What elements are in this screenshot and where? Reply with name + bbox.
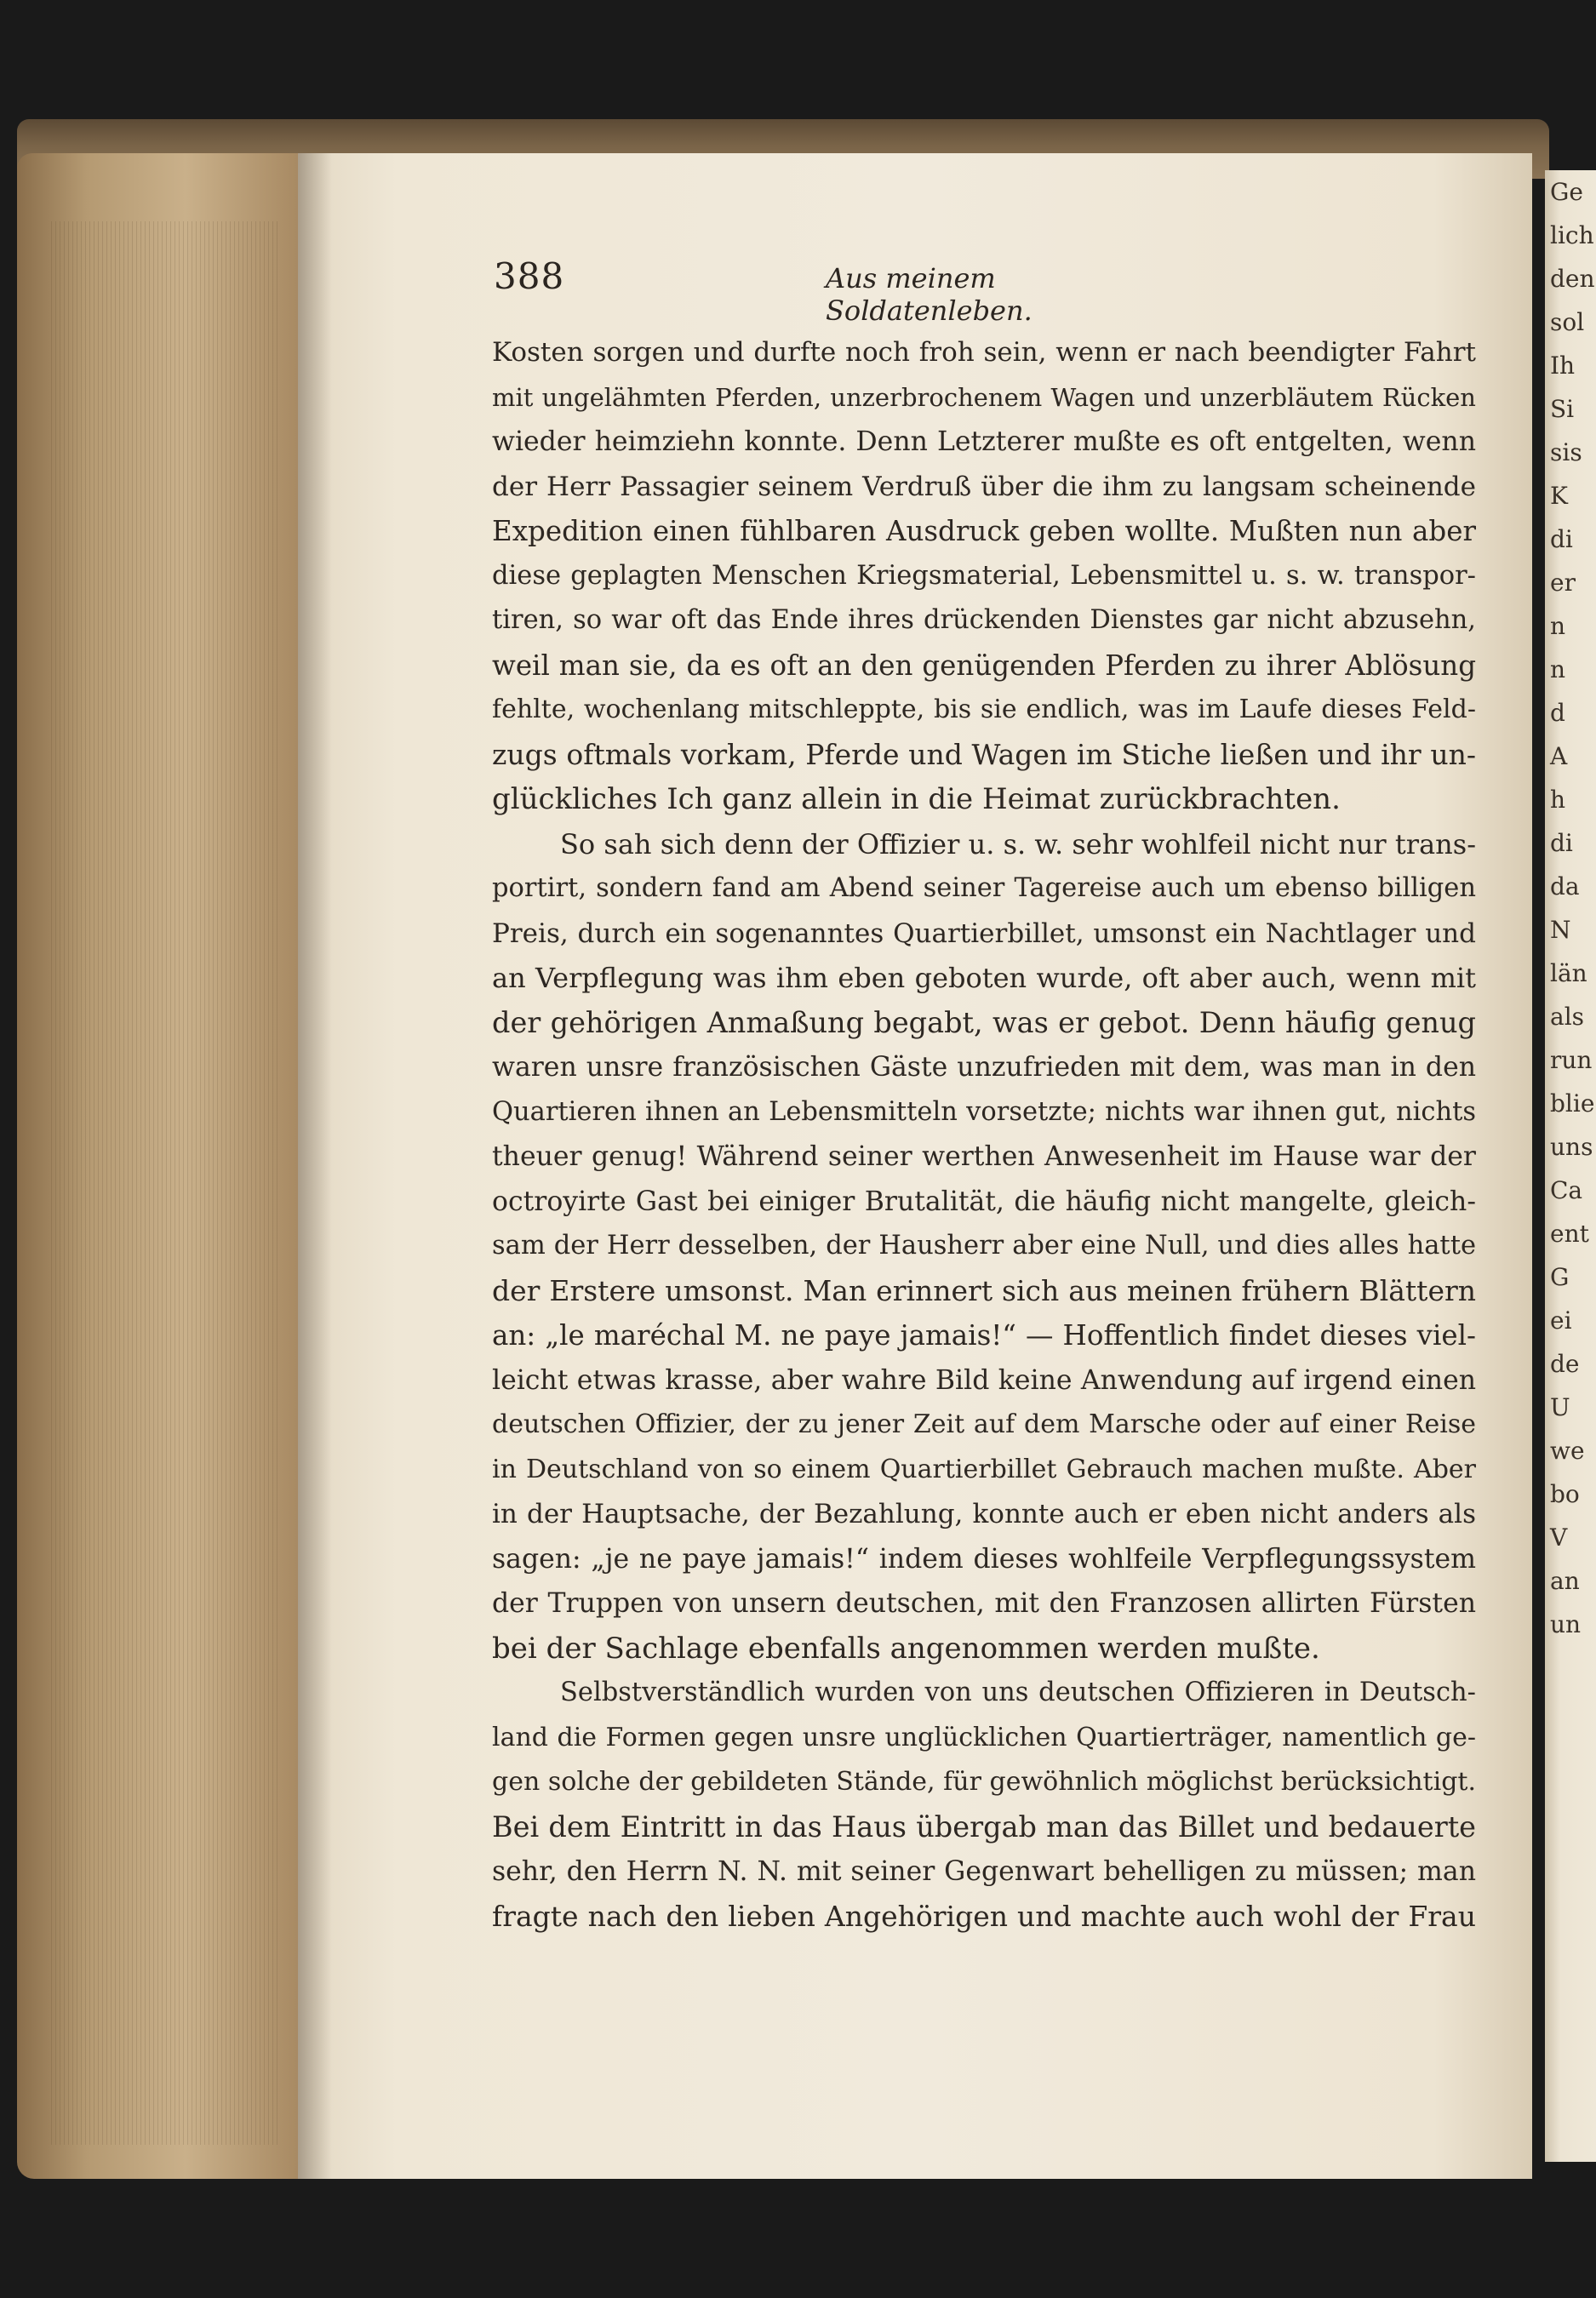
text-line: land die Formen gegen unsre unglücklichen Quartierträger, namentlich ge- bbox=[492, 1722, 1476, 1752]
text-line: Kosten sorgen und durfte noch froh sein, wenn er nach beendigter Fahrt bbox=[492, 337, 1476, 368]
facing-page-fragment-line: lich bbox=[1550, 221, 1594, 249]
facing-page-fragment-line: h bbox=[1550, 786, 1566, 814]
text-line: Selbstverständlich wurden von uns deutschen Offizieren in Deutsch- bbox=[560, 1678, 1476, 1707]
text-line: sam der Herr desselben, der Hausherr aber eine Null, und dies alles hatte bbox=[492, 1231, 1476, 1260]
facing-page-fragment-line: an bbox=[1550, 1567, 1580, 1595]
facing-page-fragment-line: Ca bbox=[1550, 1176, 1583, 1204]
facing-page-fragment-line: ent bbox=[1550, 1220, 1589, 1248]
text-line: Preis, durch ein sogenanntes Quartierbillet, umsonst ein Nachtlager und bbox=[492, 917, 1476, 949]
text-line: Expedition einen fühlbaren Ausdruck geben wollte. Mußten nun aber bbox=[492, 515, 1476, 547]
text-line: leicht etwas krasse, aber wahre Bild keine Anwendung auf irgend einen bbox=[492, 1364, 1476, 1396]
text-line: mit ungelähmten Pferden, unzerbrochenem Wagen und unzerbläutem Rücken bbox=[492, 382, 1476, 412]
text-line: bei der Sachlage ebenfalls angenommen werden mußte. bbox=[492, 1631, 1320, 1666]
text-line: sagen: „je ne paye jamais!“ indem dieses wohlfeile Verpflegungssystem bbox=[492, 1543, 1476, 1575]
text-line: deutschen Offizier, der zu jener Zeit auf dem Marsche oder auf einer Reise bbox=[492, 1409, 1476, 1439]
facing-page-fragment-line: da bbox=[1550, 872, 1580, 900]
facing-page-fragment-line: A bbox=[1550, 742, 1568, 770]
text-line: der Erstere umsonst. Man erinnert sich aus meinen frühern Blättern bbox=[492, 1273, 1476, 1307]
facing-page-fragment-line: n bbox=[1550, 655, 1566, 683]
page-block-edge bbox=[17, 153, 298, 2179]
facing-page-fragment-line: ei bbox=[1550, 1306, 1572, 1335]
facing-page-fragment-line: den bbox=[1550, 265, 1595, 293]
running-head: Aus meinem Soldatenleben. bbox=[826, 262, 1033, 327]
text-line: octroyirte Gast bei einiger Brutalität, die häufig nicht mangelte, gleich- bbox=[492, 1186, 1476, 1217]
page-number: 388 bbox=[494, 255, 565, 297]
facing-page-fragment-line: Ih bbox=[1550, 352, 1576, 380]
facing-page-fragment-line: U bbox=[1550, 1393, 1570, 1421]
text-line: So sah sich denn der Offizier u. s. w. sehr wohlfeil nicht nur trans- bbox=[560, 827, 1476, 860]
facing-page-fragment-line: d bbox=[1550, 699, 1565, 727]
gutter-shadow bbox=[298, 153, 332, 2179]
text-line: Bei dem Eintritt in das Haus übergab man das Billet und bedauerte bbox=[492, 1809, 1476, 1844]
facing-page-fragment-line: sis bbox=[1550, 438, 1582, 466]
facing-page-fragment-line: di bbox=[1550, 829, 1573, 857]
facing-page-fragment-line: we bbox=[1550, 1437, 1585, 1465]
text-line: zugs oftmals vorkam, Pferde und Wagen im Stiche ließen und ihr un- bbox=[492, 737, 1476, 771]
facing-page-fragment-line: di bbox=[1550, 525, 1573, 553]
facing-page-fragment-line: K bbox=[1550, 482, 1568, 510]
facing-page-fragment-line: run bbox=[1550, 1046, 1593, 1074]
text-line: der gehörigen Anmaßung begabt, was er gebot. Denn häufig genug bbox=[492, 1005, 1476, 1039]
text-line: portirt, sondern fand am Abend seiner Tagereise auch um ebenso billigen bbox=[492, 873, 1476, 903]
facing-page-fragment bbox=[1545, 170, 1596, 2162]
page-header bbox=[494, 255, 1158, 327]
facing-page-fragment-line: uns bbox=[1550, 1133, 1593, 1161]
facing-page-fragment-line: als bbox=[1550, 1003, 1585, 1031]
text-line: wieder heimziehn konnte. Denn Letzterer mußte es oft entgelten, wenn bbox=[492, 426, 1476, 457]
text-line: in Deutschland von so einem Quartierbillet Gebrauch machen mußte. Aber bbox=[492, 1454, 1476, 1484]
facing-page-fragment-line: län bbox=[1550, 959, 1587, 987]
facing-page-fragment-line: er bbox=[1550, 569, 1576, 597]
text-line: fragte nach den lieben Angehörigen und machte auch wohl der Frau bbox=[492, 1899, 1476, 1933]
text-line: Quartieren ihnen an Lebensmitteln vorsetzte; nichts war ihnen gut, nichts bbox=[492, 1096, 1476, 1127]
facing-page-fragment-line: sol bbox=[1550, 308, 1585, 336]
text-line: weil man sie, da es oft an den genügenden Pferden zu ihrer Ablösung bbox=[492, 649, 1476, 682]
text-line: diese geplagten Menschen Kriegsmaterial, Lebensmittel u. s. w. transpor- bbox=[492, 560, 1476, 591]
text-line: glückliches Ich ganz allein in die Heimat zurückbrachten. bbox=[492, 782, 1341, 816]
facing-page-fragment-line: blie bbox=[1550, 1089, 1595, 1118]
text-line: gen solche der gebildeten Stände, für gewöhnlich möglichst berücksichtigt. bbox=[492, 1767, 1476, 1797]
facing-page-fragment-line: bo bbox=[1550, 1480, 1580, 1508]
facing-page-fragment-line: de bbox=[1550, 1350, 1580, 1378]
text-line: in der Hauptsache, der Bezahlung, konnte auch er eben nicht anders als bbox=[492, 1499, 1476, 1529]
facing-page-fragment-line: n bbox=[1550, 612, 1566, 640]
text-line: theuer genug! Während seiner werthen Anwesenheit im Hause war der bbox=[492, 1141, 1476, 1172]
text-line: der Herr Passagier seinem Verdruß über die ihm zu langsam scheinende bbox=[492, 471, 1476, 502]
body-text bbox=[492, 330, 1476, 1939]
facing-page-fragment-line: Ge bbox=[1550, 178, 1583, 206]
text-line: sehr, den Herrn N. N. mit seiner Gegenwart behelligen zu müssen; man bbox=[492, 1856, 1476, 1887]
text-line: tiren, so war oft das Ende ihres drückenden Dienstes gar nicht abzusehn, bbox=[492, 605, 1476, 635]
text-line: an Verpflegung was ihm eben geboten wurde, oft aber auch, wenn mit bbox=[492, 962, 1476, 994]
facing-page-fragment-line: N bbox=[1550, 916, 1571, 944]
facing-page-fragment-line: un bbox=[1550, 1610, 1582, 1638]
facing-page-fragment-line: V bbox=[1550, 1523, 1568, 1552]
text-line: fehlte, wochenlang mitschleppte, bis sie endlich, was im Laufe dieses Feld- bbox=[492, 695, 1476, 724]
facing-page-fragment-line: G bbox=[1550, 1263, 1570, 1291]
text-line: an: „le maréchal M. ne paye jamais!“ — Hoffentlich findet dieses viel- bbox=[492, 1319, 1476, 1352]
facing-page-fragment-line: Si bbox=[1550, 395, 1575, 423]
page-edge-texture bbox=[51, 221, 281, 2145]
text-line: waren unsre französischen Gäste unzufrieden mit dem, was man in den bbox=[492, 1052, 1476, 1083]
text-line: der Truppen von unsern deutschen, mit den Franzosen allirten Fürsten bbox=[492, 1588, 1476, 1619]
